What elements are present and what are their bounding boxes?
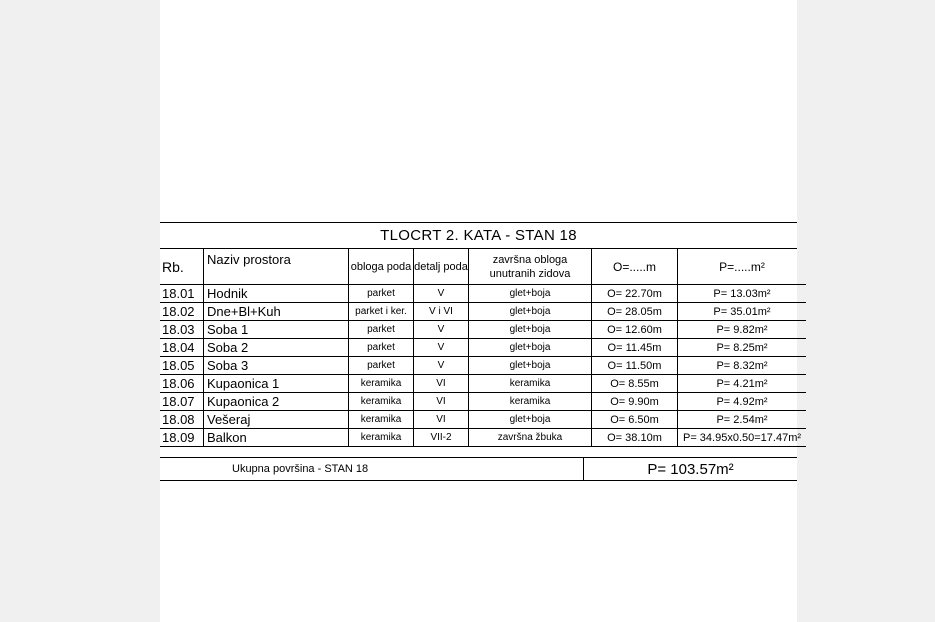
cell-zavrsna-obloga: glet+boja [469,357,592,375]
cell-opseg: O= 38.10m [592,429,678,447]
header-naziv: Naziv prostora [204,249,349,285]
table-row [160,375,806,393]
header-opseg: O=.....m [592,249,678,285]
cell-detalj-poda: V [414,339,469,357]
cell-detalj-poda: V [414,321,469,339]
cell-naziv: Hodnik [204,285,349,303]
table-row [160,285,806,303]
header-zavrsna-line1: završna obloga [492,253,568,266]
cell-obloga-poda: keramika [349,393,414,411]
cell-rb: 18.04 [160,339,204,357]
cell-povrsina: P= 4.21m² [678,375,807,393]
table-row [160,357,806,375]
cell-rb: 18.05 [160,357,204,375]
cell-rb: 18.08 [160,411,204,429]
cell-opseg: O= 28.05m [592,303,678,321]
cell-obloga-poda: parket i ker. [349,303,414,321]
cell-povrsina: P= 4.92m² [678,393,807,411]
cell-naziv: Soba 2 [204,339,349,357]
cell-zavrsna-obloga: glet+boja [469,411,592,429]
header-povrsina: P=.....m² [678,249,807,285]
cell-rb: 18.07 [160,393,204,411]
cell-naziv: Soba 1 [204,321,349,339]
cell-naziv: Balkon [204,429,349,447]
cell-povrsina: P= 34.95x0.50=17.47m² [678,429,807,447]
total-row [160,458,797,481]
header-detalj-poda: detalj poda [414,249,469,285]
cell-povrsina: P= 2.54m² [678,411,807,429]
table-row [160,339,806,357]
cell-povrsina: P= 8.32m² [678,357,807,375]
total-label: Ukupna površina - STAN 18 [160,458,584,480]
cell-zavrsna-obloga: keramika [469,375,592,393]
cell-povrsina: P= 9.82m² [678,321,807,339]
header-zavrsna-obloga [469,249,592,285]
cell-opseg: O= 6.50m [592,411,678,429]
header-zavrsna-line2: unutranih zidova [489,267,571,280]
cell-zavrsna-obloga: keramika [469,393,592,411]
cell-opseg: O= 22.70m [592,285,678,303]
cell-rb: 18.01 [160,285,204,303]
header-obloga-poda: obloga poda [349,249,414,285]
cell-naziv: Kupaonica 1 [204,375,349,393]
cell-naziv: Soba 3 [204,357,349,375]
table-gap [160,447,797,458]
cell-obloga-poda: parket [349,357,414,375]
cell-opseg: O= 11.50m [592,357,678,375]
schedule-title: TLOCRT 2. KATA - STAN 18 [160,222,797,249]
cell-detalj-poda: V i VI [414,303,469,321]
cell-naziv: Kupaonica 2 [204,393,349,411]
table-header [160,249,806,285]
total-value: P= 103.57m² [647,460,734,478]
cell-zavrsna-obloga: glet+boja [469,339,592,357]
cell-detalj-poda: VI [414,375,469,393]
cell-rb: 18.03 [160,321,204,339]
cell-opseg: O= 11.45m [592,339,678,357]
table-row [160,429,806,447]
cell-obloga-poda: parket [349,339,414,357]
header-rb: Rb. [160,249,204,285]
cell-zavrsna-obloga: glet+boja [469,285,592,303]
cell-rb: 18.02 [160,303,204,321]
cell-opseg: O= 9.90m [592,393,678,411]
cell-obloga-poda: keramika [349,429,414,447]
cell-obloga-poda: parket [349,285,414,303]
cell-naziv: Dne+Bl+Kuh [204,303,349,321]
cell-detalj-poda: VI [414,411,469,429]
room-table [160,249,806,447]
cell-opseg: O= 12.60m [592,321,678,339]
cell-obloga-poda: parket [349,321,414,339]
table-row [160,321,806,339]
table-row [160,303,806,321]
room-schedule [160,222,802,481]
cell-detalj-poda: VI [414,393,469,411]
cell-obloga-poda: keramika [349,411,414,429]
cell-obloga-poda: keramika [349,375,414,393]
cell-detalj-poda: VII-2 [414,429,469,447]
cell-povrsina: P= 8.25m² [678,339,807,357]
cell-zavrsna-obloga: završna žbuka [469,429,592,447]
table-row [160,393,806,411]
cell-rb: 18.09 [160,429,204,447]
cell-opseg: O= 8.55m [592,375,678,393]
cell-rb: 18.06 [160,375,204,393]
cell-povrsina: P= 35.01m² [678,303,807,321]
cell-zavrsna-obloga: glet+boja [469,321,592,339]
cell-naziv: Vešeraj [204,411,349,429]
cell-detalj-poda: V [414,357,469,375]
table-row [160,411,806,429]
cell-povrsina: P= 13.03m² [678,285,807,303]
cell-zavrsna-obloga: glet+boja [469,303,592,321]
cell-detalj-poda: V [414,285,469,303]
